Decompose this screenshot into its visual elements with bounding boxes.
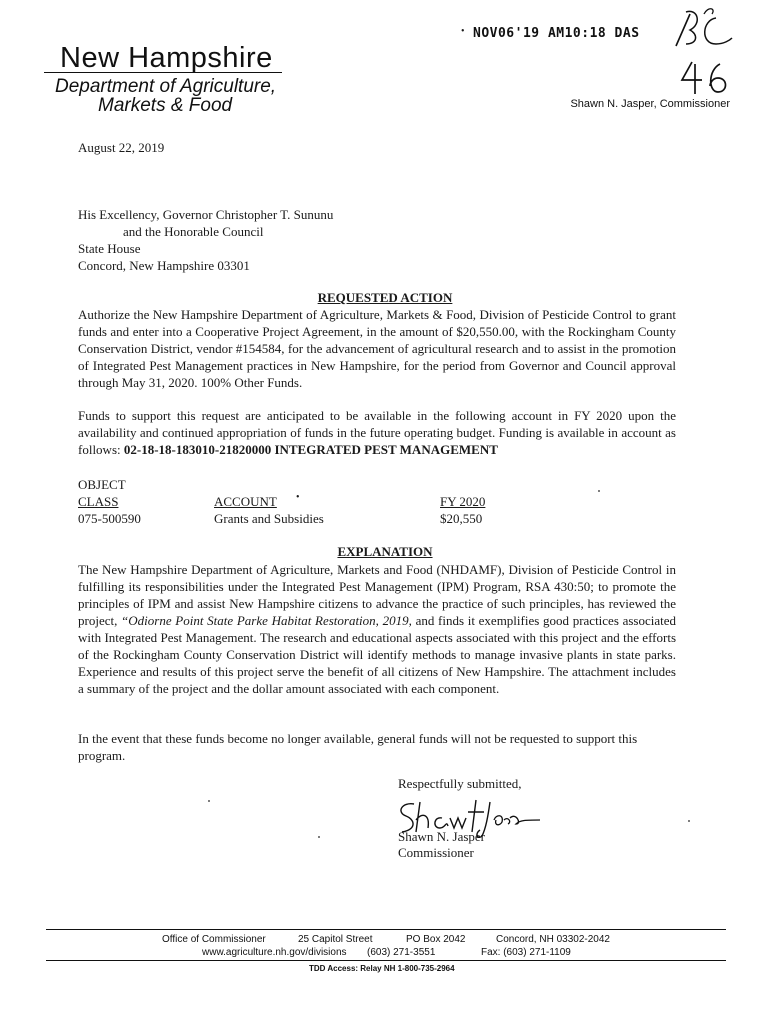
explanation-heading: EXPLANATION [337, 544, 433, 559]
footer-tdd: TDD Access: Relay NH 1-800-735-2964 [309, 964, 455, 973]
agency-name: New Hampshire [60, 42, 273, 74]
signer-name: Shawn N. Jasper [398, 829, 486, 844]
scan-speck [208, 800, 210, 802]
recipient-line-1: His Excellency, Governor Christopher T. Sununu [78, 207, 334, 222]
funding-intro: Funds to support this request are anticipated to be available in the following account in FY 2020 upon the availability and continued appropriation of funds in the future operating budget. Funding is available in account as follows: [78, 408, 676, 457]
row-account: Grants and Subsidies [214, 511, 324, 526]
scan-speck [598, 490, 600, 492]
commissioner-header: Shawn N. Jasper, Commissioner [570, 98, 730, 110]
letter-date: August 22, 2019 [78, 140, 165, 155]
department-line-1: Department of Agriculture, [55, 76, 277, 97]
funding-paragraph [78, 407, 676, 458]
footer-rule-top [46, 929, 726, 930]
header-object: OBJECT [78, 477, 126, 492]
footer-rule-bottom [46, 960, 726, 961]
funding-contingency-paragraph: In the event that these funds become no longer available, general funds will not be requested to support this program. [78, 731, 638, 763]
recipient-line-2: and the Honorable Council [123, 224, 264, 239]
letterhead-rule [44, 72, 282, 73]
footer-web: www.agriculture.nh.gov/divisions [202, 947, 347, 958]
recipient-line-4: Concord, New Hampshire 03301 [78, 258, 250, 273]
requested-action-paragraph: Authorize the New Hampshire Department of Agriculture, Markets & Food, Division of Pesticide Control to grant funds and enter into a Cooperative Project Agreement, in the amount of $20,550.00, with the Rockingham County Conservation District, vendor #154584, for the advancement of agricultural research and to assist in the promotion of Integrated Pest Management practices in New Hampshire, for the period from Governor and Council approval through May 31, 2020. 100% Other Funds. [78, 307, 676, 390]
account-code: 02-18-18-183010-21820000 INTEGRATED PEST MANAGEMENT [123, 442, 498, 457]
footer-city: Concord, NH 03302-2042 [496, 934, 610, 945]
footer-office: Office of Commissioner [162, 934, 266, 945]
handwritten-agenda-mark [668, 4, 738, 94]
header-class: CLASS [78, 494, 119, 509]
scan-speck [688, 820, 690, 822]
handwritten-signature [392, 798, 542, 840]
footer-phone: (603) 271-3551 [367, 947, 436, 958]
footer-street: 25 Capitol Street [298, 934, 373, 945]
received-stamp: NOV06'19 AM10:18 DAS [473, 26, 640, 41]
explanation-paragraph [78, 561, 676, 697]
footer-po-box: PO Box 2042 [406, 934, 466, 945]
closing-salutation: Respectfully submitted, [398, 776, 522, 791]
header-account: ACCOUNT [214, 494, 277, 509]
requested-action-heading: REQUESTED ACTION [317, 290, 453, 305]
explanation-text-b: and finds it exemplifies good practices associated with Integrated Pest Management. The research and educational aspects associated with this project and the efforts of the Rockingham County Conservation District will identify methods to manage invasive plants in state parks. Experience and results of this project serve the benefit of all citizens of New Hampshire. The attachment includes a summary of the project and the dollar amount associated with each component. [78, 613, 677, 696]
scan-speck [318, 836, 320, 838]
row-fy2020: $20,550 [440, 511, 483, 526]
row-object-class: 075-500590 [78, 511, 141, 526]
department-line-2: Markets & Food [98, 95, 233, 116]
recipient-address [78, 206, 333, 274]
stamp-dot: • [461, 26, 465, 37]
header-fy: FY 2020 [440, 494, 486, 509]
table-speck: • [296, 492, 300, 503]
explanation-text-a: The New Hampshire Department of Agriculture, Markets and Food (NHDAMF), Division of Pesticide Control in fulfilling its responsibilities under the Integrated Pest Management (IPM) Program, RSA 430:50; to promote the principles of IPM and assist New Hampshire citizens to advance the practice of such principles, has reviewed the project, [78, 562, 676, 628]
recipient-line-3: State House [78, 241, 141, 256]
signer-title: Commissioner [398, 845, 474, 860]
footer-fax: Fax: (603) 271-1109 [481, 947, 571, 958]
project-title: “Odiorne Point State Parke Habitat Restoration, 2019, [121, 613, 412, 628]
